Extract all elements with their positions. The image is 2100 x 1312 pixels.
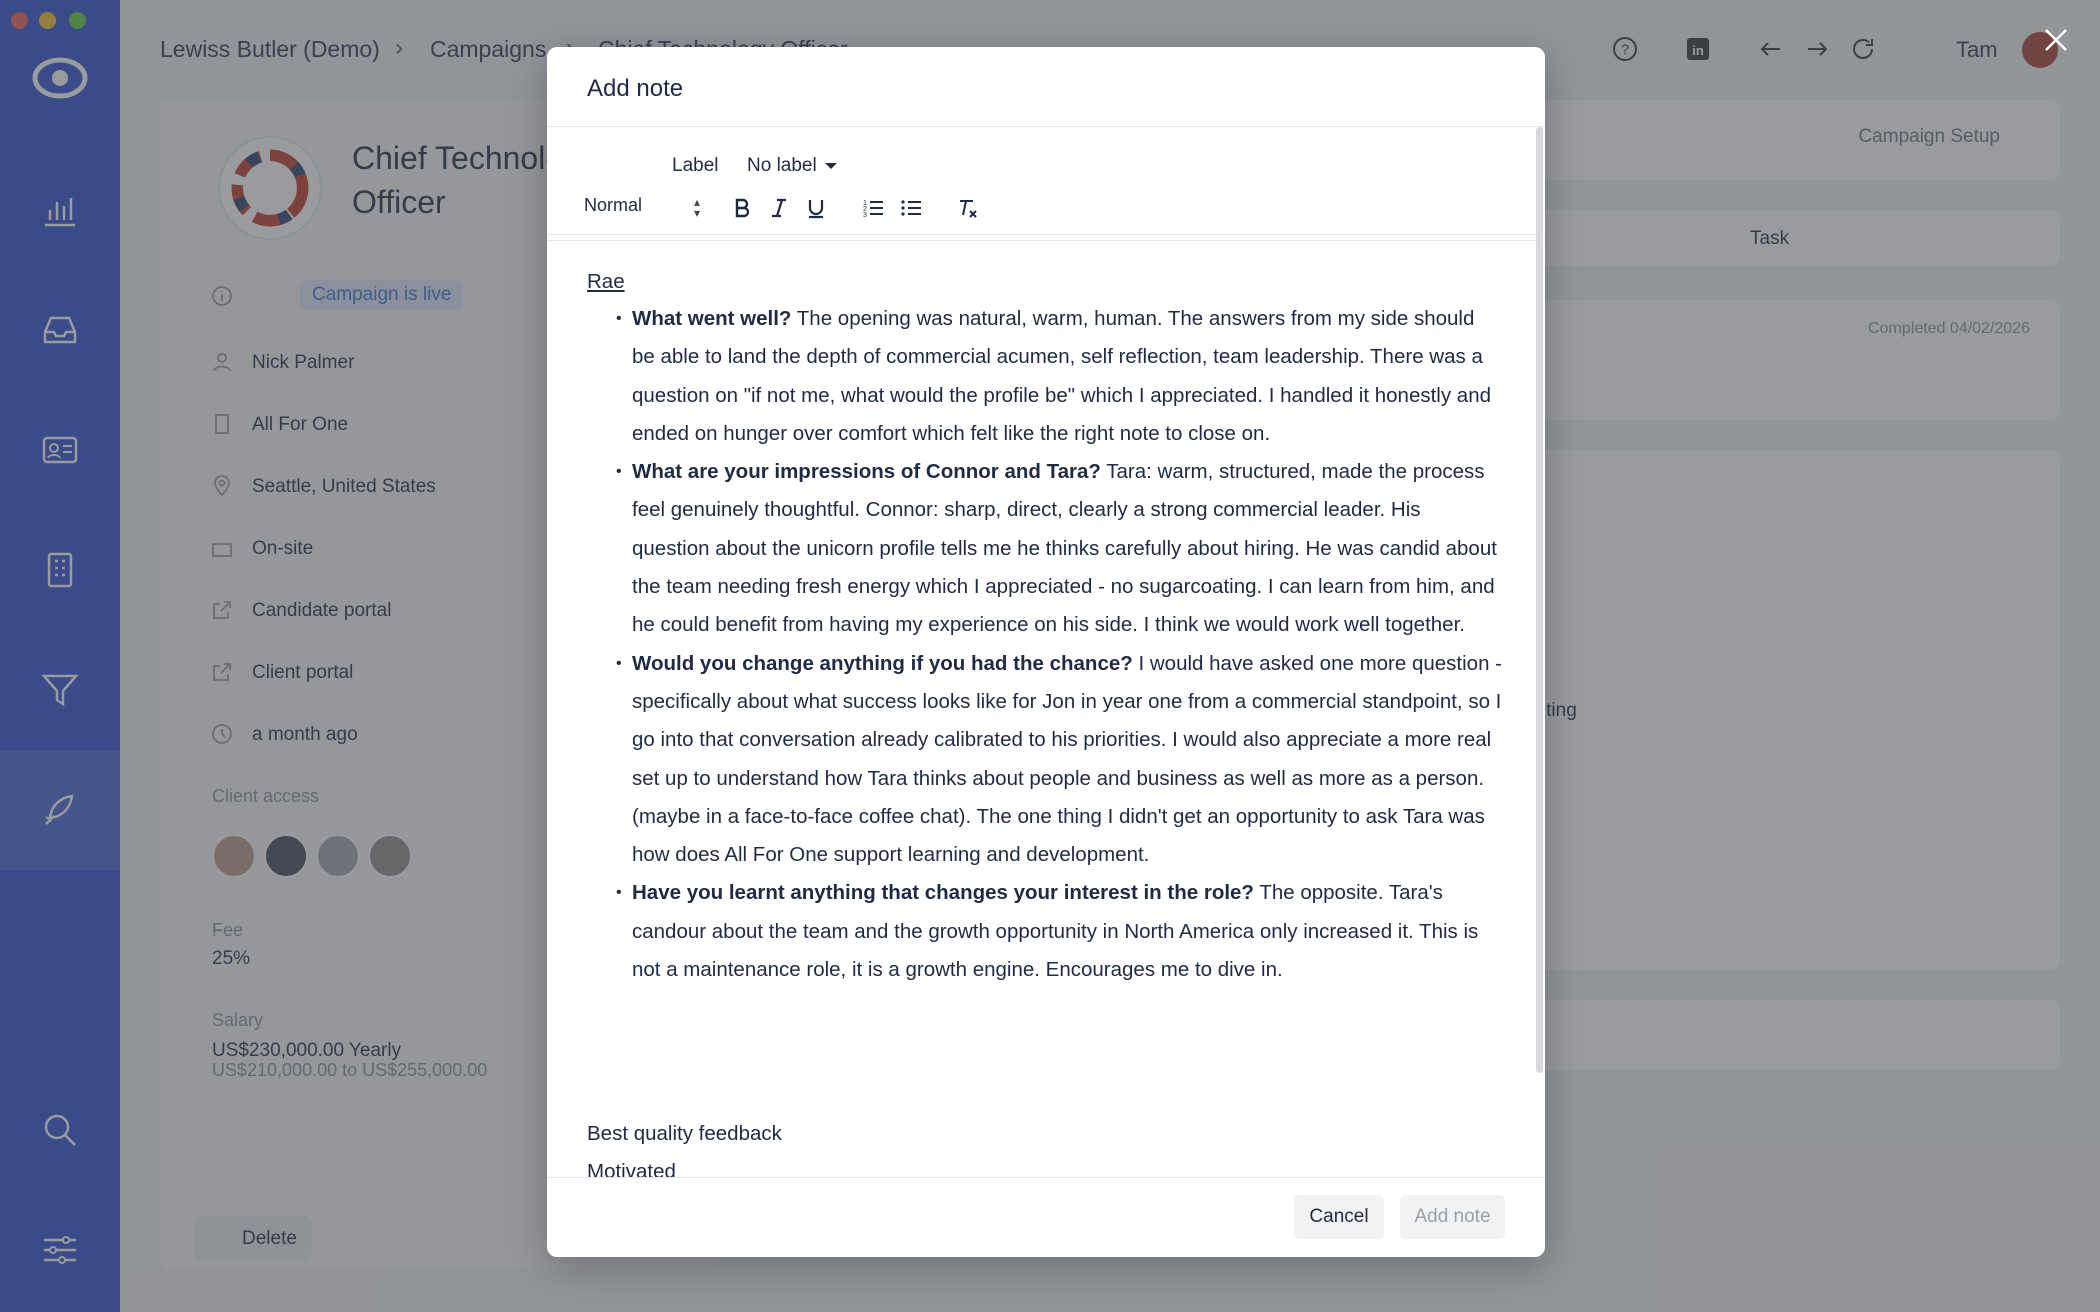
- editor-toolbar: [547, 177, 1545, 241]
- list-item: • What are your impressions of Connor and Tara? Tara: warm, structured, made the process feel genuinely thoughtful. Connor: sharp, direct, clearly a strong commercial leader. His question about the unicorn profile tells me he thinks carefully about hiring. He was candid about the team needing fresh energy which I appreciated - no sugarcoating. I can learn from him, and he could benefit from having my experience on his side. I think we would work well together.: [632, 453, 1502, 644]
- modal-footer: [547, 1177, 1545, 1257]
- label-dropdown[interactable]: No label: [747, 155, 817, 176]
- svg-text:2: 2: [863, 206, 867, 213]
- note-editor[interactable]: [547, 242, 1537, 1177]
- note-line: Motivated: [587, 1160, 676, 1177]
- note-line: Best quality feedback: [587, 1122, 782, 1145]
- list-item: • Have you learnt anything that changes your interest in the role? The opposite. Tara's candour about the team and the growth opportunity in North America only increased it. This is not a maintenance role, it is a growth engine. Encourages me to dive in.: [632, 874, 1502, 989]
- modal-title: Add note: [587, 75, 684, 102]
- editor-scrollbar[interactable]: [1536, 127, 1543, 1073]
- caret-down-icon[interactable]: [825, 163, 837, 169]
- modal-header: [547, 47, 1545, 127]
- add-note-modal: [547, 47, 1545, 1257]
- ordered-list-icon[interactable]: [858, 193, 888, 223]
- note-heading: Rae: [587, 270, 625, 293]
- note-bullet-list: [632, 300, 1502, 989]
- underline-icon[interactable]: [801, 193, 831, 223]
- close-icon[interactable]: [2040, 24, 2072, 56]
- bold-icon[interactable]: [727, 193, 757, 223]
- bullet-list-icon[interactable]: [896, 193, 926, 223]
- italic-icon[interactable]: [764, 193, 794, 223]
- clear-format-icon[interactable]: [953, 193, 983, 223]
- cancel-button[interactable]: Cancel: [1294, 1195, 1384, 1239]
- updown-arrows-icon: ▴ ▾: [693, 195, 700, 220]
- add-note-button[interactable]: Add note: [1400, 1195, 1505, 1239]
- label-key: Label: [672, 155, 719, 176]
- list-item: • Would you change anything if you had the chance? I would have asked one more question - specifically about what success looks like for Jon in year one from a commercial standpoint, so I go into that conversation already calibrated to his priorities. I would also appreciate a more real set up to understand how Tara thinks about people and business as well as more as a person. (maybe in a face-to-face coffee chat). The one thing I didn't get an opportunity to ask Tara was how does All For One support learning and development.: [632, 645, 1502, 875]
- svg-text:3: 3: [863, 212, 867, 219]
- svg-text:1: 1: [863, 200, 867, 207]
- format-select[interactable]: Normal ▴ ▾: [584, 195, 700, 220]
- list-item: • What went well? The opening was natural, warm, human. The answers from my side should be able to land the depth of commercial acumen, self reflection, team leadership. There was a question on "if not me, what would the profile be" which I appreciated. I handled it honestly and ended on hunger over comfort which felt like the right note to close on.: [632, 300, 1502, 453]
